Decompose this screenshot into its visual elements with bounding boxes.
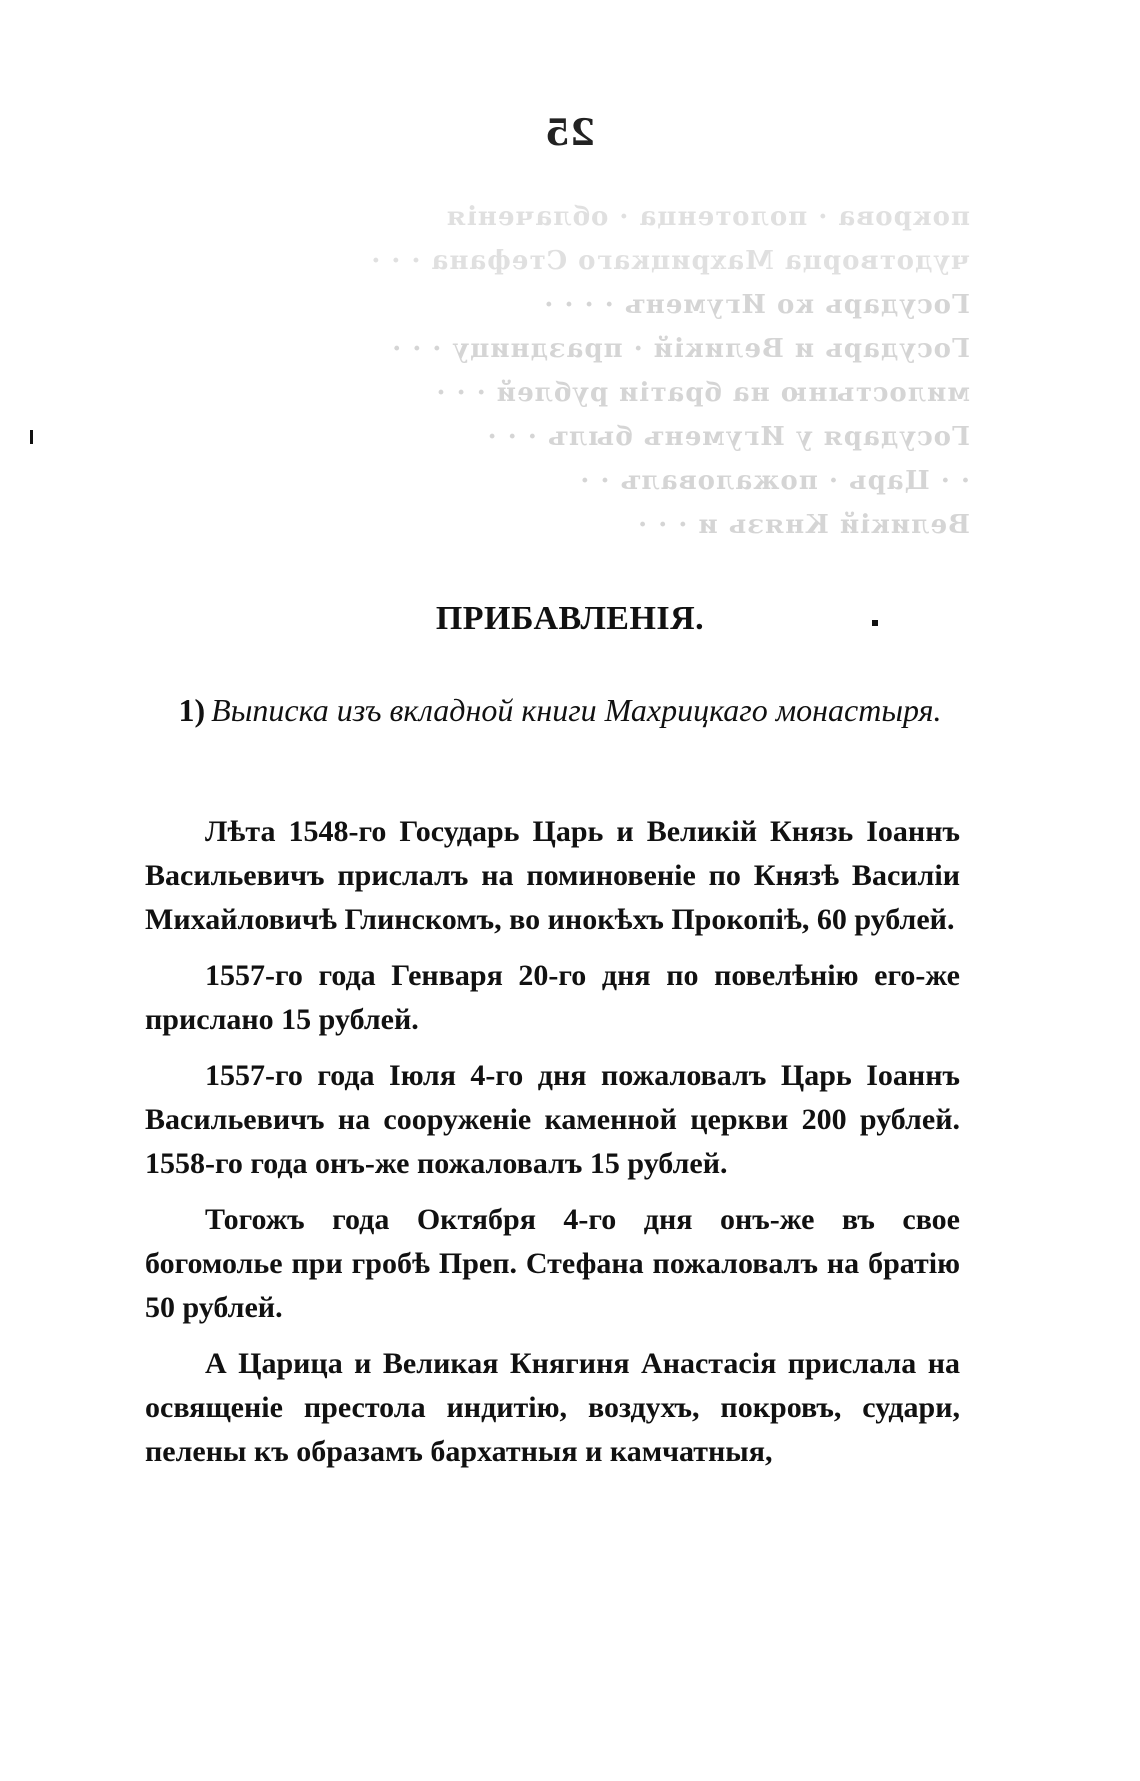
section-subheading [150,685,970,735]
subheading-number: 1) [178,692,206,728]
bleed-line: Государя у Игуменъ былъ · · · [486,422,970,452]
bleed-line: милостыню на братіи рублей · · · [435,378,970,408]
body-text [145,810,960,1486]
subheading-text: Выписка изъ вкладной книги Махрицкаго монастыря. [211,692,942,728]
bleed-line: · · Царь · пожаловалъ · · [579,466,970,496]
margin-speck [872,620,878,626]
paragraph: 1557-го года Генваря 20-го дня по повелѣнію его-же прислано 15 рублей. [145,959,960,1036]
page-number: 25 [544,112,596,154]
paragraph: 1557-го года Іюля 4-го дня пожаловалъ Царь Іоаннъ Васильевичъ на сооруженіе каменной церкви 200 рублей. 1558-го года онъ-же пожаловалъ 15 рублей. [145,1059,960,1180]
paragraph: А Царица и Великая Княгиня Анастасія прислала на освященіе престола индитію, воздухъ, покровъ, судари, пелены къ образамъ бархатныя и камчатныя, [145,1347,960,1468]
bleed-line: покрова · полотенца · облаченія [445,202,970,232]
section-heading: ПРИБАВЛЕНІЯ. [435,600,705,637]
margin-speck [30,430,33,444]
bleed-line: Великій Князь и · · · [637,510,970,540]
bleed-line: чудотворца Махрицкаго Стефана · · · [370,246,970,276]
bleed-line: Государь ко Игуменъ · · · · [543,290,970,320]
paragraph: Лѣта 1548-го Государь Царь и Великій Князь Іоаннъ Васильевичъ прислалъ на поминовеніе по Князѣ Василіи Михайловичѣ Глинскомъ, во инокѣхъ Прокопіѣ, 60 рублей. [145,815,960,936]
bleed-line: Государь и Великій · праздницу · · · [391,334,970,364]
paragraph: Тогожъ года Октября 4-го дня онъ-же въ свое богомолье при гробѣ Преп. Стефана пожаловалъ на братію 50 рублей. [145,1203,960,1324]
bleed-through-text [150,195,970,547]
